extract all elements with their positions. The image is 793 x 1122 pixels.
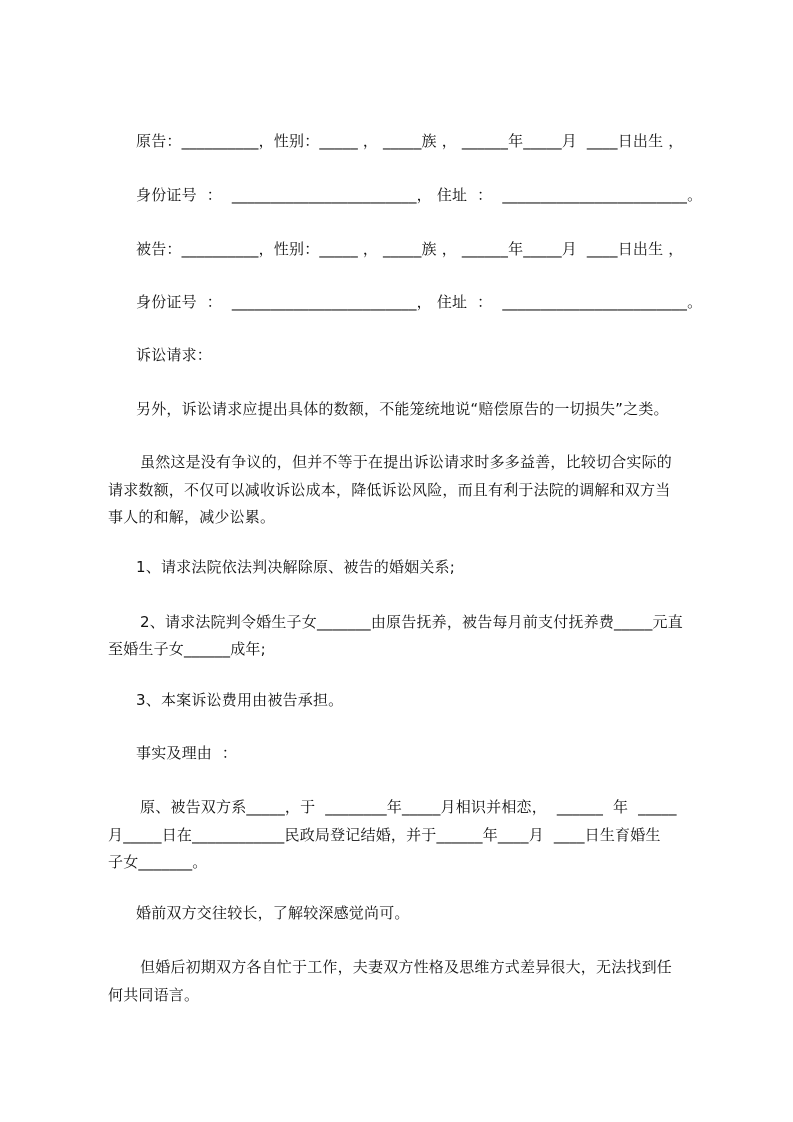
claims-note: 另外，诉讼请求应提出具体的数额，不能笼统地说“赔偿原告的一切损失”之类。 bbox=[136, 400, 669, 418]
paragraph-line: 虽然这是没有争议的，但并不等于在提出诉讼请求时多多益善，比较切合实际的 bbox=[140, 453, 673, 471]
facts-paragraph: 婚前双方交往较长，了解较深感觉尚可。 bbox=[136, 904, 410, 922]
defendant-line: 被告：__________，性别：_____ ， _____族 ， ______年_____月 ____日出生 ， bbox=[136, 240, 684, 258]
claim-3: 3、本案诉讼费用由被告承担。 bbox=[136, 691, 344, 709]
facts-line: 原、被告双方系_____，于 ________年_____月相识并相恋， ______ 年 _____ bbox=[140, 798, 677, 816]
plaintiff-id-line: 身份证号 ： ________________________， 住址 ： ________________________。 bbox=[136, 186, 703, 204]
paragraph-line: 事人的和解，减少讼累。 bbox=[108, 508, 276, 526]
facts-paragraph-line: 何共同语言。 bbox=[108, 986, 200, 1004]
claim-1: 1、请求法院依法判决解除原、被告的婚姻关系; bbox=[136, 558, 455, 576]
claim-2-line: 2、请求法院判令婚生子女_______由原告抚养，被告每月前支付抚养费_____元直 bbox=[140, 613, 683, 631]
claim-2-line: 至婚生子女______成年; bbox=[108, 640, 266, 658]
facts-paragraph-line: 但婚后初期双方各自忙于工作，夫妻双方性格及思维方式差异很大，无法找到任 bbox=[140, 958, 673, 976]
facts-line: 月_____日在____________民政局登记结婚，并于______年____月 ____日生育婚生 bbox=[108, 826, 661, 844]
plaintiff-line: 原告：__________，性别：_____ ， _____族 ， ______年_____月 ____日出生 ， bbox=[136, 132, 684, 150]
claims-heading: 诉讼请求： bbox=[136, 346, 213, 364]
paragraph-line: 请求数额，不仅可以减收诉讼成本，降低诉讼风险，而且有利于法院的调解和双方当 bbox=[108, 481, 671, 499]
defendant-id-line: 身份证号 ： ________________________， 住址 ： ________________________。 bbox=[136, 293, 703, 311]
facts-line: 子女_______。 bbox=[108, 853, 208, 871]
facts-heading: 事实及理由 ： bbox=[136, 744, 238, 762]
